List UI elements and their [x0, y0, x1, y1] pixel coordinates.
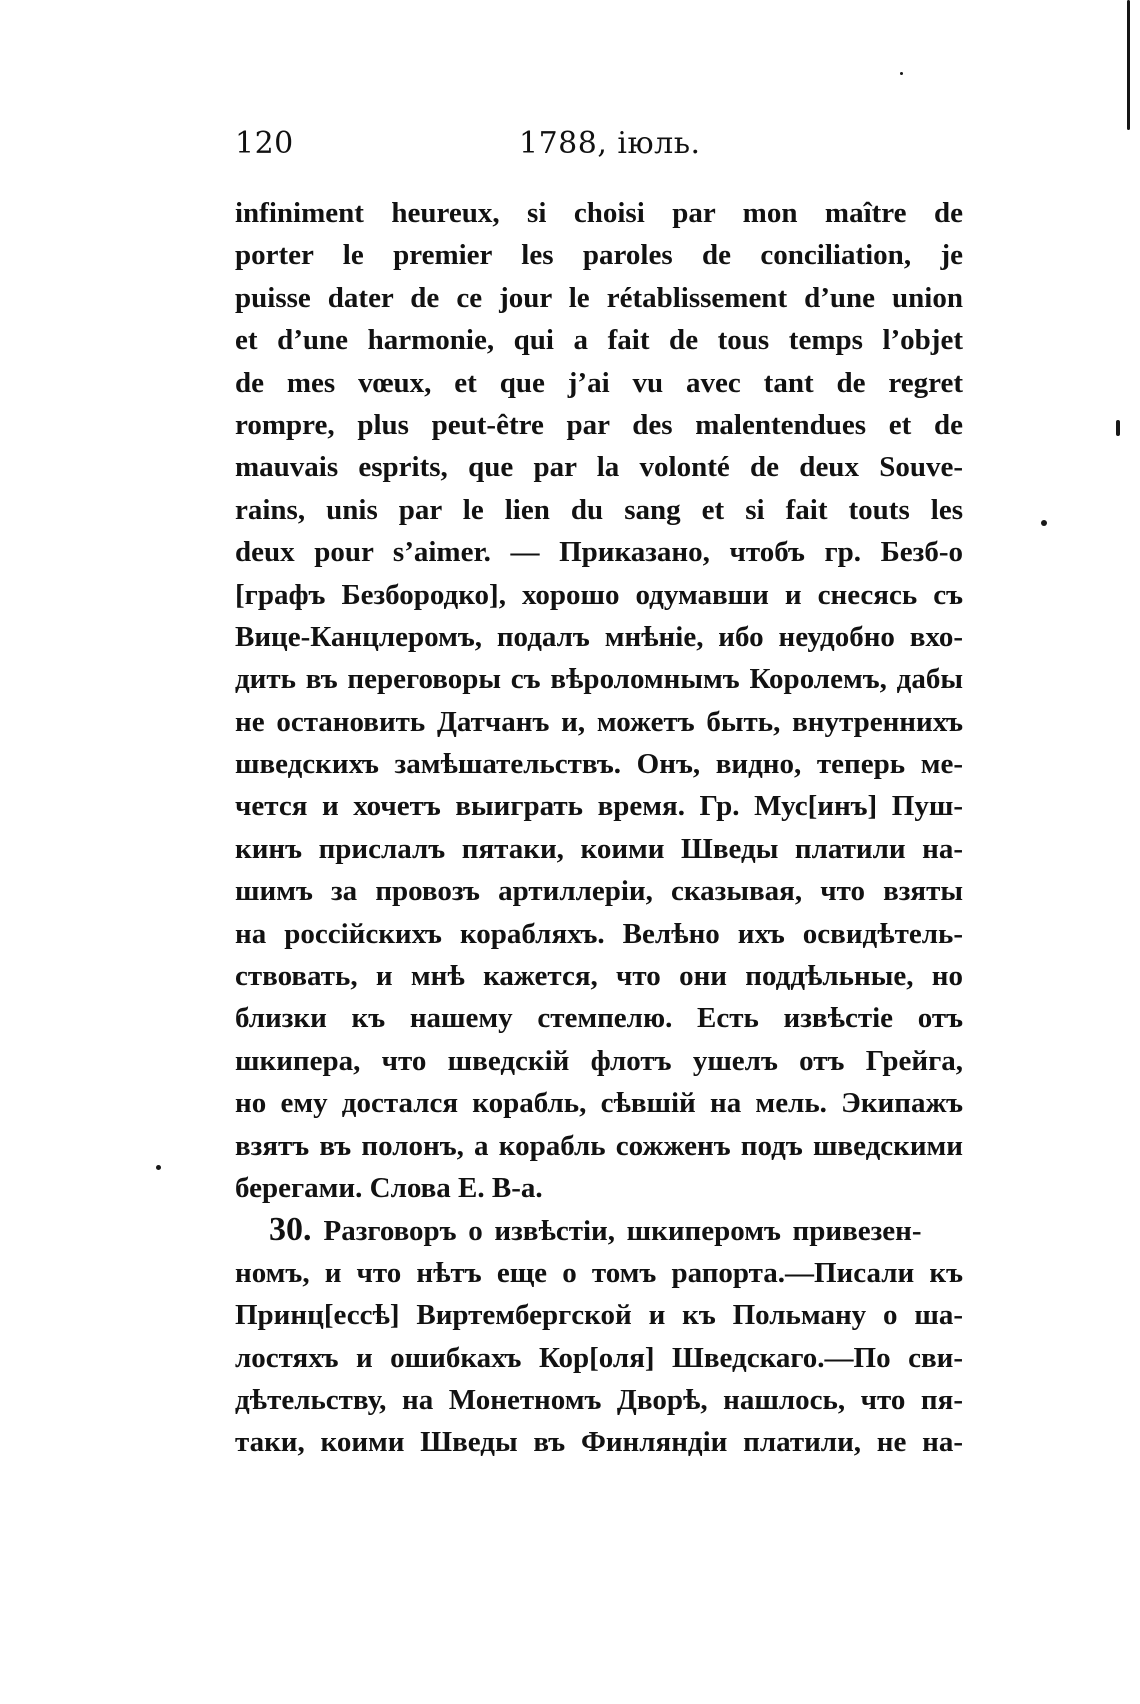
text-line: Вице-Канцлеромъ, подалъ мнѣніе, ибо неудобно вхо-	[235, 620, 963, 653]
page-header	[235, 120, 955, 168]
text-line: чется и хочетъ выиграть время. Гр. Мус[инъ] Пуш-	[235, 790, 963, 823]
text-line: шведскихъ замѣшательствъ. Онъ, видно, теперь ме-	[235, 748, 963, 781]
text-line: на россійскихъ корабляхъ. Велѣно ихъ освидѣтель-	[235, 917, 963, 950]
text-line: ствовать, и мнѣ кажется, что они поддѣльные, но	[235, 960, 963, 993]
scan-speck	[1041, 520, 1047, 526]
entry-number: 30.	[269, 1211, 312, 1249]
text-line: дѣтельству, на Монетномъ Дворѣ, нашлось, что пя-	[235, 1383, 963, 1416]
text-line: infiniment heureux, si choisi par mon maître de	[235, 197, 963, 229]
text-line: но ему достался корабль, сѣвшій на мель. Экипажъ	[235, 1087, 963, 1120]
text-line: porter le premier les paroles de conciliation, je	[235, 239, 963, 272]
text-line: [графъ Безбородко], хорошо одумавши и снесясь съ	[235, 578, 963, 611]
text-line: deux pour s’aimer. — Приказано, чтобъ гр. Безб-о	[235, 536, 963, 569]
text-line: берегами. Слова Е. В-а.	[235, 1171, 543, 1204]
text-line: Принц[ессѣ] Виртембергской и къ Польману о ша-	[235, 1299, 963, 1332]
text-line: номъ, и что нѣтъ еще о томъ рапорта.—Писали къ	[235, 1256, 963, 1289]
scan-speck	[1116, 420, 1120, 436]
scan-speck	[156, 1165, 161, 1170]
text-line: шкипера, что шведскій флотъ ушелъ отъ Грейга,	[235, 1044, 963, 1077]
entry-first-line-text: Разговоръ о извѣстіи, шкиперомъ привезен-	[323, 1215, 922, 1248]
text-line: шимъ за провозъ артиллеріи, сказывая, что взяты	[235, 875, 963, 908]
text-line: таки, коими Шведы въ Финляндіи платили, не на-	[235, 1426, 963, 1459]
text-line: лостяхъ и ошибкахъ Кор[оля] Шведскаго.—По сви-	[235, 1341, 963, 1374]
text-line: rains, unis par le lien du sang et si fait touts les	[235, 493, 963, 526]
text-line: близки къ нашему стемпелю. Есть извѣстіе отъ	[235, 1002, 963, 1035]
text-line: дить въ переговоры съ вѣроломнымъ Королемъ, дабы	[235, 663, 963, 696]
text-line: et d’une harmonie, qui a fait de tous temps l’objet	[235, 324, 963, 357]
body-text	[235, 192, 963, 1464]
text-line: rompre, plus peut-être par des malentendues et de	[235, 408, 963, 441]
text-line: puisse dater de ce jour le rétablissement d’une union	[235, 281, 963, 314]
text-line: кинъ прислалъ пятаки, коими Шведы платили на-	[235, 832, 963, 865]
text-line: не остановить Датчанъ и, можетъ быть, внутреннихъ	[235, 705, 963, 738]
text-line: de mes vœux, et que j’ai vu avec tant de regret	[235, 366, 963, 399]
scan-speck	[900, 72, 903, 75]
running-head: 1788, іюль.	[519, 126, 701, 161]
page-number: 120	[235, 126, 294, 161]
scan-edge-line	[1127, 0, 1130, 130]
text-line: взятъ въ полонъ, а корабль сожженъ подъ шведскими	[235, 1129, 963, 1162]
text-line: mauvais esprits, que par la volonté de deux Souve-	[235, 451, 963, 484]
entry-first-line	[235, 1209, 963, 1251]
